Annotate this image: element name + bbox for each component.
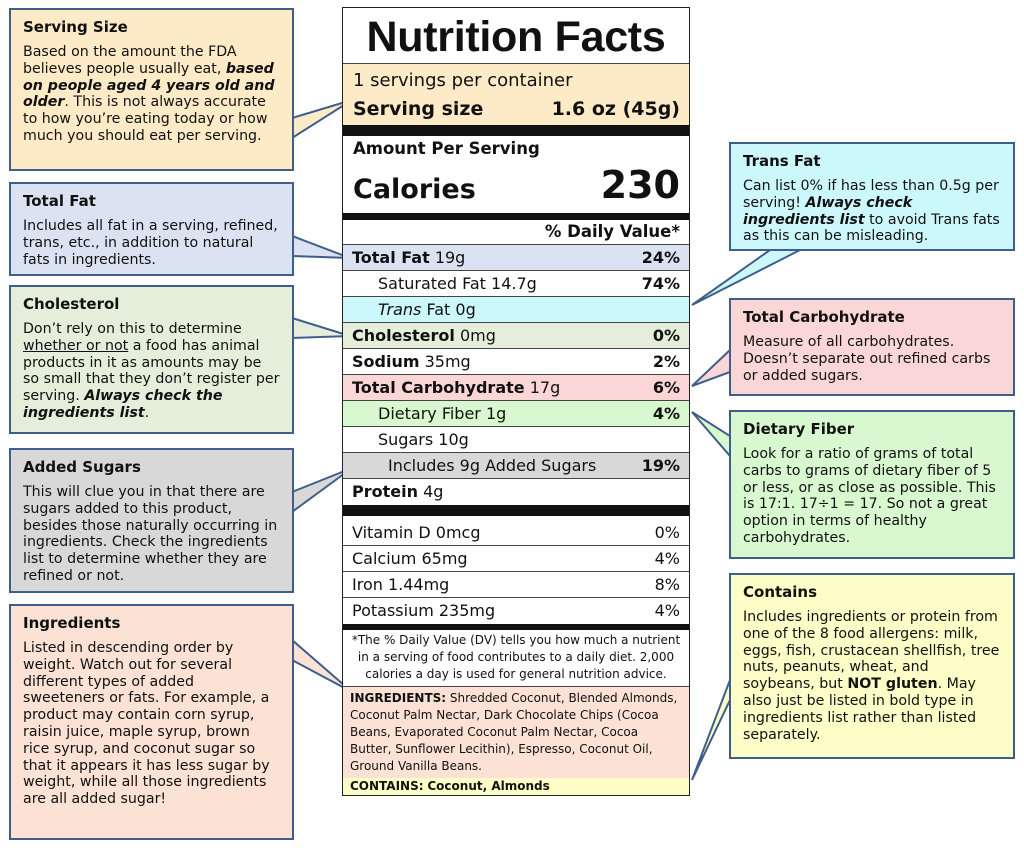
trans-fat-pointer: [692, 250, 800, 305]
callout-body: Measure of all carbohydrates. Doesn’t separate out refined carbs or added sugars.: [743, 334, 991, 384]
callout-title: Ingredients: [23, 614, 121, 632]
calories-value: 230: [600, 163, 680, 207]
nutrient-row-saturated-fat: Saturated Fat 14.7g 74%: [343, 270, 689, 296]
callout-body: Don’t rely on this to determine whether or not a food has animal products in it as amounts may be so small that they don’t register per serving. Always check the ingredients list.: [23, 321, 280, 421]
callout-title: Contains: [743, 583, 818, 601]
ingredients-label: INGREDIENTS:: [350, 691, 447, 705]
amount-per-serving: Amount Per Serving: [353, 139, 540, 158]
callout-body: Look for a ratio of grams of total carbs to grams of dietary fiber of 5 or less, or as close as possible. This is 17:1. 17÷1 = 17. So not a great option in terms of healthy carbohydrates.: [743, 446, 996, 546]
contains-pointer: [692, 680, 730, 780]
thick-rule: [343, 505, 689, 516]
medium-rule: [343, 213, 689, 220]
nutrient-row-cholesterol: Cholesterol 0mg 0%: [343, 322, 689, 348]
dv-header: % Daily Value*: [544, 222, 680, 241]
callout-body: Includes all fat in a serving, refined, trans, etc., in addition to natural fats in ingredients.: [23, 218, 278, 268]
serving-section: [343, 63, 689, 127]
callout-body: Based on the amount the FDA believes people usually eat, based on people aged 4 years old and older. This is not always accurate to how you’re eating today or how much you should eat per serving.: [23, 44, 275, 144]
callout-title: Total Fat: [23, 192, 96, 210]
callout-body: Includes ingredients or protein from one of the 8 food allergens: milk, eggs, fish, crustacean shellfish, tree nuts, peanuts, wheat, and soybeans, but NOT gluten. May also just be listed in bold type in ingredients list rather than listed separately.: [743, 609, 1000, 743]
contains-label: CONTAINS:: [350, 779, 424, 793]
nutrient-row-added-sugars: Includes 9g Added Sugars 19%: [343, 452, 689, 478]
nutrient-row-trans-fat: Trans Fat 0g: [343, 296, 689, 322]
added-sugars-callout: [9, 448, 294, 593]
label-title: Nutrition Facts: [366, 13, 666, 61]
vitamin-row: Iron 1.44mg 8%: [343, 571, 689, 597]
total-carb-pointer: [692, 350, 730, 386]
serving-size-label: Serving size: [353, 98, 484, 120]
medium-rule: [343, 624, 689, 630]
callout-title: Serving Size: [23, 18, 128, 36]
dietary-fiber-callout: [729, 410, 1015, 559]
footnote-line: in a serving of food contributes to a daily diet. 2,000: [357, 650, 675, 664]
cholesterol-callout: [9, 285, 294, 434]
serving-size-callout: [9, 8, 294, 171]
callout-title: Added Sugars: [23, 458, 141, 476]
nutrient-row-total-carb: Total Carbohydrate 17g 6%: [343, 374, 689, 400]
callout-title: Trans Fat: [743, 152, 821, 170]
total-carb-callout: [729, 298, 1015, 396]
servings-per-container: 1 servings per container: [353, 70, 573, 91]
nutrient-row-total-fat: Total Fat 19g 24%: [343, 244, 689, 270]
thick-rule: [343, 125, 689, 136]
vitamin-row: Vitamin D 0mcg 0%: [352, 522, 680, 542]
trans-fat-callout: [729, 142, 1015, 251]
contains-section: CONTAINS: Coconut, Almonds: [343, 778, 689, 795]
vitamin-row: Calcium 65mg 4%: [343, 545, 689, 571]
ingredients-callout: [9, 604, 294, 840]
callout-title: Cholesterol: [23, 295, 120, 313]
serving-size-value: 1.6 oz (45g): [551, 98, 680, 120]
callout-title: Dietary Fiber: [743, 420, 855, 438]
callout-body: Listed in descending order by weight. Watch out for several different types of added sweeteners or fats. For example, a product may contain corn syrup, raisin juice, maple syrup, brown rice syrup, and coconut sugar so that it appears it has less sugar by weight, while all those ingredients are all added sugar!: [23, 640, 270, 808]
dietary-fiber-pointer: [692, 412, 730, 456]
total-fat-callout: [9, 182, 294, 276]
footnote-line: *The % Daily Value (DV) tells you how much a nutrient: [351, 633, 681, 647]
footnote-line: calories a day is used for general nutrition advice.: [365, 667, 667, 681]
footnote: [343, 632, 689, 683]
callout-body: This will clue you in that there are sugars added to this product, besides those naturally occurring in ingredients. Check the ingredients list to determine whether they are refined or not.: [23, 484, 278, 584]
ingredients-section: INGREDIENTS: Shredded Coconut, Blended Almonds, Coconut Palm Nectar, Dark Chocolate Chips (Cocoa Beans, Evaporated Coconut Palm Nectar, Cocoa Butter, Sunflower Lecithin), Espresso, Coconut Oil, Ground Vanilla Beans.: [343, 686, 689, 778]
calories-label: Calories: [353, 174, 476, 205]
vitamin-row: Potassium 235mg 4%: [343, 597, 689, 623]
nutrient-row-dietary-fiber: Dietary Fiber 1g 4%: [343, 400, 689, 426]
callout-body: Can list 0% if has less than 0.5g per serving! Always check ingredients list to avoid Trans fats as this can be misleading.: [743, 178, 1000, 245]
nutrient-row-protein: Protein 4g: [343, 478, 689, 504]
contains-callout: [729, 573, 1015, 759]
nutrition-facts-label: [342, 7, 690, 796]
nutrient-row-sugars: Sugars 10g: [343, 426, 689, 452]
callout-title: Total Carbohydrate: [743, 308, 905, 326]
nutrient-row-sodium: Sodium 35mg 2%: [343, 348, 689, 374]
